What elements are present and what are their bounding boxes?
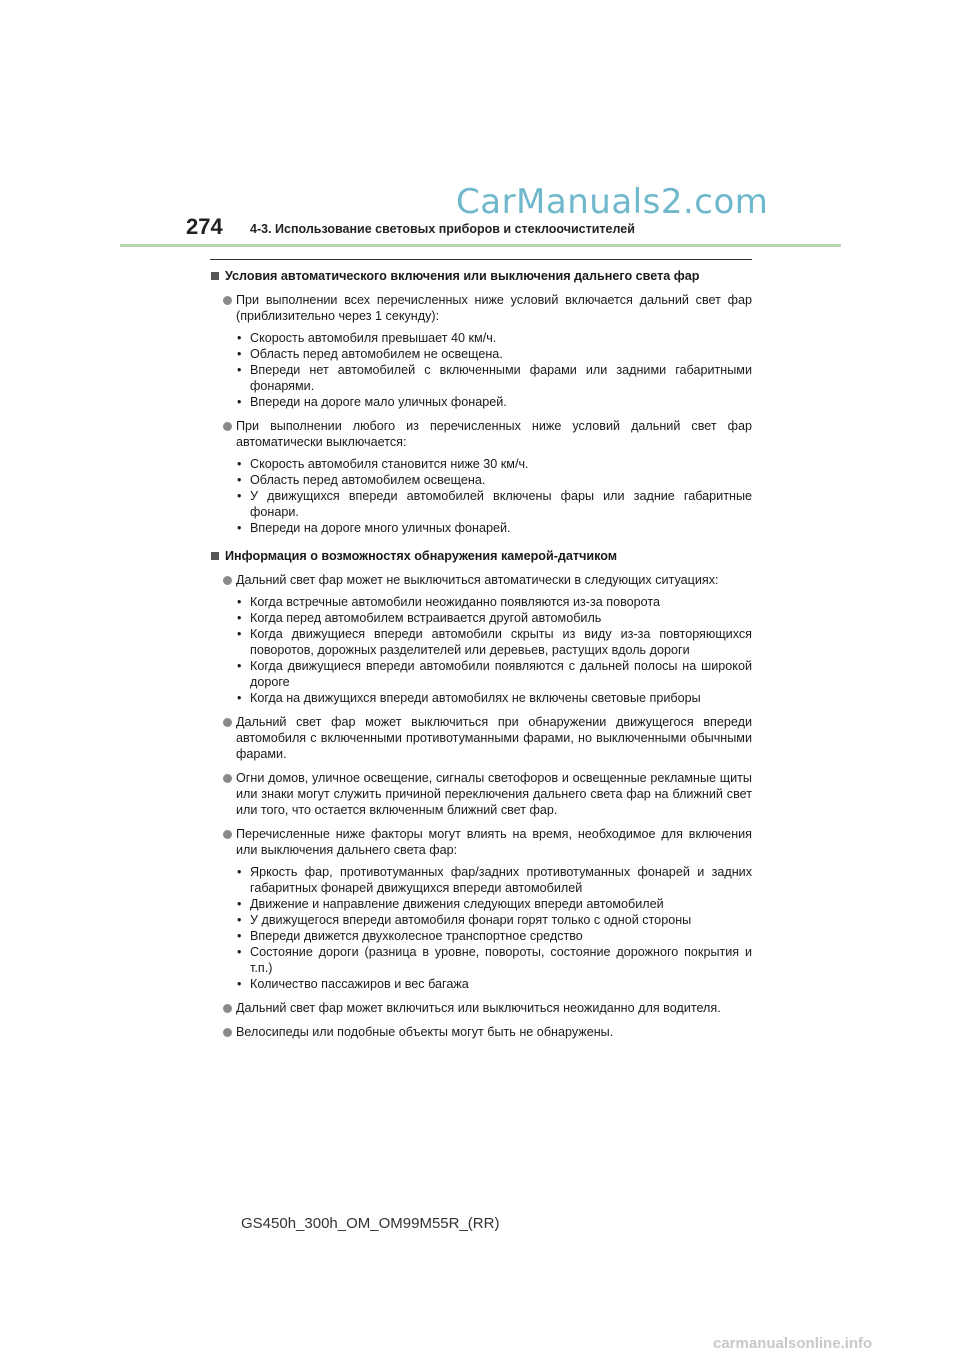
circle-bullet-paragraph: [211, 714, 752, 762]
list-item: [236, 394, 752, 410]
bullet-dot-icon: •: [237, 691, 242, 705]
document-code: GS450h_300h_OM_OM99M55R_(RR): [241, 1215, 500, 1232]
bullet-dot-icon: •: [237, 611, 242, 625]
list-item: [236, 520, 752, 536]
list-item-text: Состояние дороги (разница в уровне, повороты, состояние дорожного покрытия и т.п.): [250, 945, 752, 975]
bullet-list: [211, 594, 752, 706]
circle-bullet-paragraph: [211, 1000, 752, 1016]
list-item: [236, 912, 752, 928]
list-item: [236, 928, 752, 944]
circle-bullet-paragraph: [211, 292, 752, 324]
list-item: [236, 690, 752, 706]
list-item: [236, 594, 752, 610]
bullet-dot-icon: •: [237, 913, 242, 927]
bullet-dot-icon: •: [237, 627, 242, 641]
list-item: [236, 362, 752, 394]
bullet-dot-icon: •: [237, 363, 242, 377]
section-title: 4-3. Использование световых приборов и стеклоочистителей: [250, 222, 635, 236]
list-item-text: У движущегося впереди автомобиля фонари горят только с одной стороны: [250, 913, 692, 927]
list-item: [236, 864, 752, 896]
list-item-text: Движение и направление движения следующих впереди автомобилей: [250, 897, 664, 911]
list-item-text: Скорость автомобиля становится ниже 30 км/ч.: [250, 457, 529, 471]
list-item-text: Впереди нет автомобилей с включенными фарами или задними габаритными фонарями.: [250, 363, 752, 393]
paragraph-text: Дальний свет фар может выключиться при обнаружении движущегося впереди автомобиля с включенными противотуманными фарами, но выключенными обычными фарами.: [236, 715, 752, 761]
paragraph-text: Велосипеды или подобные объекты могут быть не обнаружены.: [236, 1025, 614, 1039]
square-bullet-icon: [211, 272, 219, 280]
circle-bullet-paragraph: [211, 418, 752, 450]
circle-bullet-icon: [223, 1004, 232, 1013]
list-item-text: Когда движущиеся впереди автомобили скрыты из виду из-за повторяющихся поворотов, дорожных разделителей или деревьев, растущих вдоль дороги: [250, 627, 752, 657]
list-item: [236, 944, 752, 976]
bullet-dot-icon: •: [237, 977, 242, 991]
bullet-dot-icon: •: [237, 865, 242, 879]
section-heading: [211, 548, 752, 564]
list-item-text: Когда перед автомобилем встраивается другой автомобиль: [250, 611, 602, 625]
paragraph-text: Огни домов, уличное освещение, сигналы светофоров и освещенные рекламные щиты или знаки могут служить причиной переключения дальнего света фар на ближний свет или того, что остается включенным ближний свет фар.: [236, 771, 752, 817]
circle-bullet-paragraph: [211, 1024, 752, 1040]
circle-bullet-icon: [223, 1028, 232, 1037]
circle-bullet-icon: [223, 774, 232, 783]
list-item-text: Когда движущиеся впереди автомобили появляются с дальней полосы на широкой дороге: [250, 659, 752, 689]
section-heading-text: Информация о возможностях обнаружения камерой-датчиком: [225, 549, 618, 563]
bullet-list: [211, 456, 752, 536]
list-item-text: Область перед автомобилем не освещена.: [250, 347, 503, 361]
section-heading: [211, 268, 752, 284]
header-divider: [120, 244, 841, 247]
bullet-dot-icon: •: [237, 395, 242, 409]
bullet-list: [211, 330, 752, 410]
list-item-text: Впереди на дороге много уличных фонарей.: [250, 521, 511, 535]
carmanuals2-watermark: CarManuals2.com: [456, 182, 769, 222]
paragraph-text: При выполнении всех перечисленных ниже условий включается дальний свет фар (приблизительно через 1 секунду):: [236, 293, 752, 323]
bullet-dot-icon: •: [237, 595, 242, 609]
circle-bullet-icon: [223, 830, 232, 839]
bullet-dot-icon: •: [237, 457, 242, 471]
list-item: [236, 626, 752, 658]
circle-bullet-paragraph: [211, 770, 752, 818]
circle-bullet-icon: [223, 576, 232, 585]
list-item-text: Скорость автомобиля превышает 40 км/ч.: [250, 331, 497, 345]
circle-bullet-icon: [223, 718, 232, 727]
circle-bullet-paragraph: [211, 826, 752, 858]
content-divider: [210, 259, 752, 260]
page-number: 274: [186, 214, 223, 239]
list-item: [236, 610, 752, 626]
list-item: [236, 976, 752, 992]
list-item: [236, 456, 752, 472]
list-item: [236, 330, 752, 346]
list-item: [236, 658, 752, 690]
bullet-list: [211, 864, 752, 992]
paragraph-text: Дальний свет фар может не выключиться автоматически в следующих ситуациях:: [236, 573, 719, 587]
list-item: [236, 472, 752, 488]
square-bullet-icon: [211, 552, 219, 560]
list-item-text: Когда на движущихся впереди автомобилях не включены световые приборы: [250, 691, 701, 705]
list-item-text: У движущихся впереди автомобилей включены фары или задние габаритные фонари.: [250, 489, 752, 519]
bullet-dot-icon: •: [237, 347, 242, 361]
list-item: [236, 488, 752, 520]
paragraph-text: Перечисленные ниже факторы могут влиять на время, необходимое для включения или выключения дальнего света фар:: [236, 827, 752, 857]
list-item-text: Впереди движется двухколесное транспортное средство: [250, 929, 583, 943]
circle-bullet-paragraph: [211, 572, 752, 588]
bullet-dot-icon: •: [237, 897, 242, 911]
list-item-text: Количество пассажиров и вес багажа: [250, 977, 469, 991]
bullet-dot-icon: •: [237, 659, 242, 673]
bullet-dot-icon: •: [237, 945, 242, 959]
list-item: [236, 896, 752, 912]
bullet-dot-icon: •: [237, 473, 242, 487]
carmanualsonline-watermark: carmanualsonline.info: [713, 1335, 873, 1352]
paragraph-text: При выполнении любого из перечисленных ниже условий дальний свет фар автоматически выключается:: [236, 419, 752, 449]
list-item-text: Когда встречные автомобили неожиданно появляются из-за поворота: [250, 595, 661, 609]
circle-bullet-icon: [223, 422, 232, 431]
bullet-dot-icon: •: [237, 489, 242, 503]
list-item-text: Впереди на дороге мало уличных фонарей.: [250, 395, 507, 409]
list-item: [236, 346, 752, 362]
circle-bullet-icon: [223, 296, 232, 305]
bullet-dot-icon: •: [237, 521, 242, 535]
bullet-dot-icon: •: [237, 929, 242, 943]
section-heading-text: Условия автоматического включения или выключения дальнего света фар: [225, 269, 700, 283]
paragraph-text: Дальний свет фар может включиться или выключиться неожиданно для водителя.: [236, 1001, 721, 1015]
bullet-dot-icon: •: [237, 331, 242, 345]
main-content: [211, 268, 752, 1040]
list-item-text: Область перед автомобилем освещена.: [250, 473, 486, 487]
list-item-text: Яркость фар, противотуманных фар/задних противотуманных фонарей и задних габаритных фонарей движущихся впереди автомобилей: [250, 865, 752, 895]
